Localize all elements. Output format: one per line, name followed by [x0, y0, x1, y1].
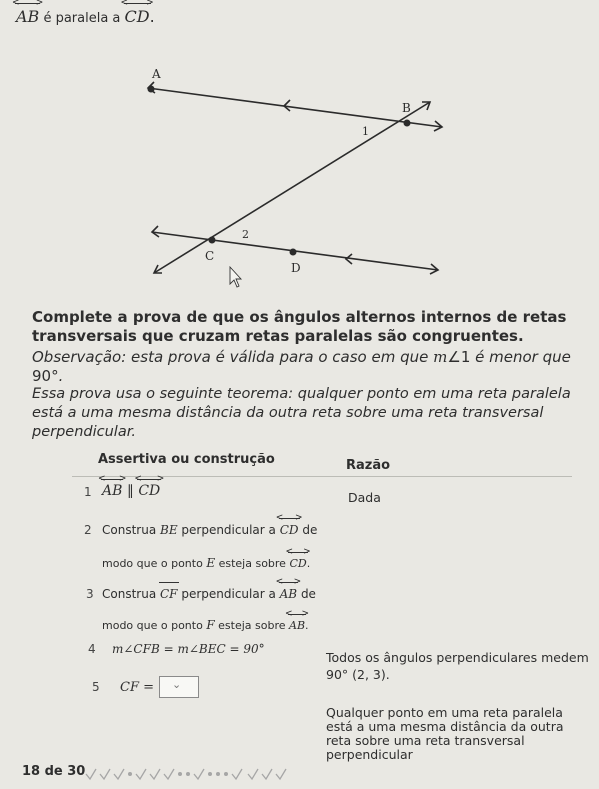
label-angle-1: 1	[362, 125, 369, 138]
point-d	[290, 249, 297, 256]
row-4-number: 4	[88, 642, 96, 656]
table-divider	[72, 476, 572, 477]
answer-dropdown[interactable]	[159, 676, 199, 698]
point-b	[404, 120, 411, 127]
instruction-note: Observação: esta prova é válida para o caso em que m∠1 é menor que 90°.	[32, 348, 571, 385]
instructions	[32, 308, 592, 386]
arrowhead-c	[152, 226, 159, 237]
row-4-reason: Todos os ângulos perpendiculares medem 90° (2, 3).	[326, 650, 589, 682]
mouse-cursor-icon	[230, 267, 241, 287]
line-cd-symbol: < > CD	[120, 0, 154, 26]
row-3-number: 3	[86, 587, 94, 601]
row-1-statement: < > AB ∥ < > CD	[98, 474, 165, 499]
label-a: A	[152, 67, 161, 81]
row-5-reason: Qualquer ponto em uma reta paralela está a uma mesma distância da outra reta sobre uma reta transversal perpendicular	[326, 705, 564, 762]
progress-counter: 18 de 30	[22, 764, 86, 779]
transversal-line	[154, 102, 430, 273]
label-angle-2: 2	[242, 228, 249, 241]
point-c	[209, 237, 216, 244]
chevron-down-icon: ⌄	[172, 678, 182, 691]
title-period: .	[149, 7, 155, 26]
label-c: C	[205, 249, 215, 263]
row-5-statement: CF = ⌄	[120, 676, 199, 698]
problem-title	[12, 0, 155, 26]
row-5-number: 5	[92, 680, 100, 694]
line-ab-symbol: < > AB	[12, 0, 44, 26]
label-b: B	[402, 101, 411, 115]
row-1-reason: Dada	[348, 490, 381, 505]
arrow-ab-mid	[284, 100, 290, 111]
column-header-statement: Assertiva ou construção	[98, 452, 275, 467]
row-2-statement: Construa BE perpendicular a < > CD de modo que o ponto E esteja sobre < > CD.	[102, 513, 318, 570]
point-a	[148, 86, 155, 93]
row-3-statement: Construa CF perpendicular a < > AB de modo que o ponto F esteja sobre < > AB.	[102, 577, 316, 632]
row-2-number: 2	[84, 523, 92, 537]
progress-checkmarks	[82, 764, 322, 788]
title-middle-text: é paralela a	[39, 11, 125, 26]
row-4-statement: m∠CFB = m∠BEC = 90°	[112, 642, 265, 656]
instruction-text: Complete a prova de que os ângulos alternos internos de retas transversais que cruzam retas paralelas são congruentes.	[32, 308, 567, 345]
column-header-reason: Razão	[346, 458, 391, 473]
label-d: D	[291, 261, 301, 275]
parallel-lines-diagram	[130, 60, 450, 295]
theorem-text: Essa prova usa o seguinte teorema: qualquer ponto em uma reta paralela está a uma mesma distância da outra reta sobre uma reta transversal perpendicular.	[32, 386, 571, 440]
row-1-number: 1	[84, 485, 92, 499]
